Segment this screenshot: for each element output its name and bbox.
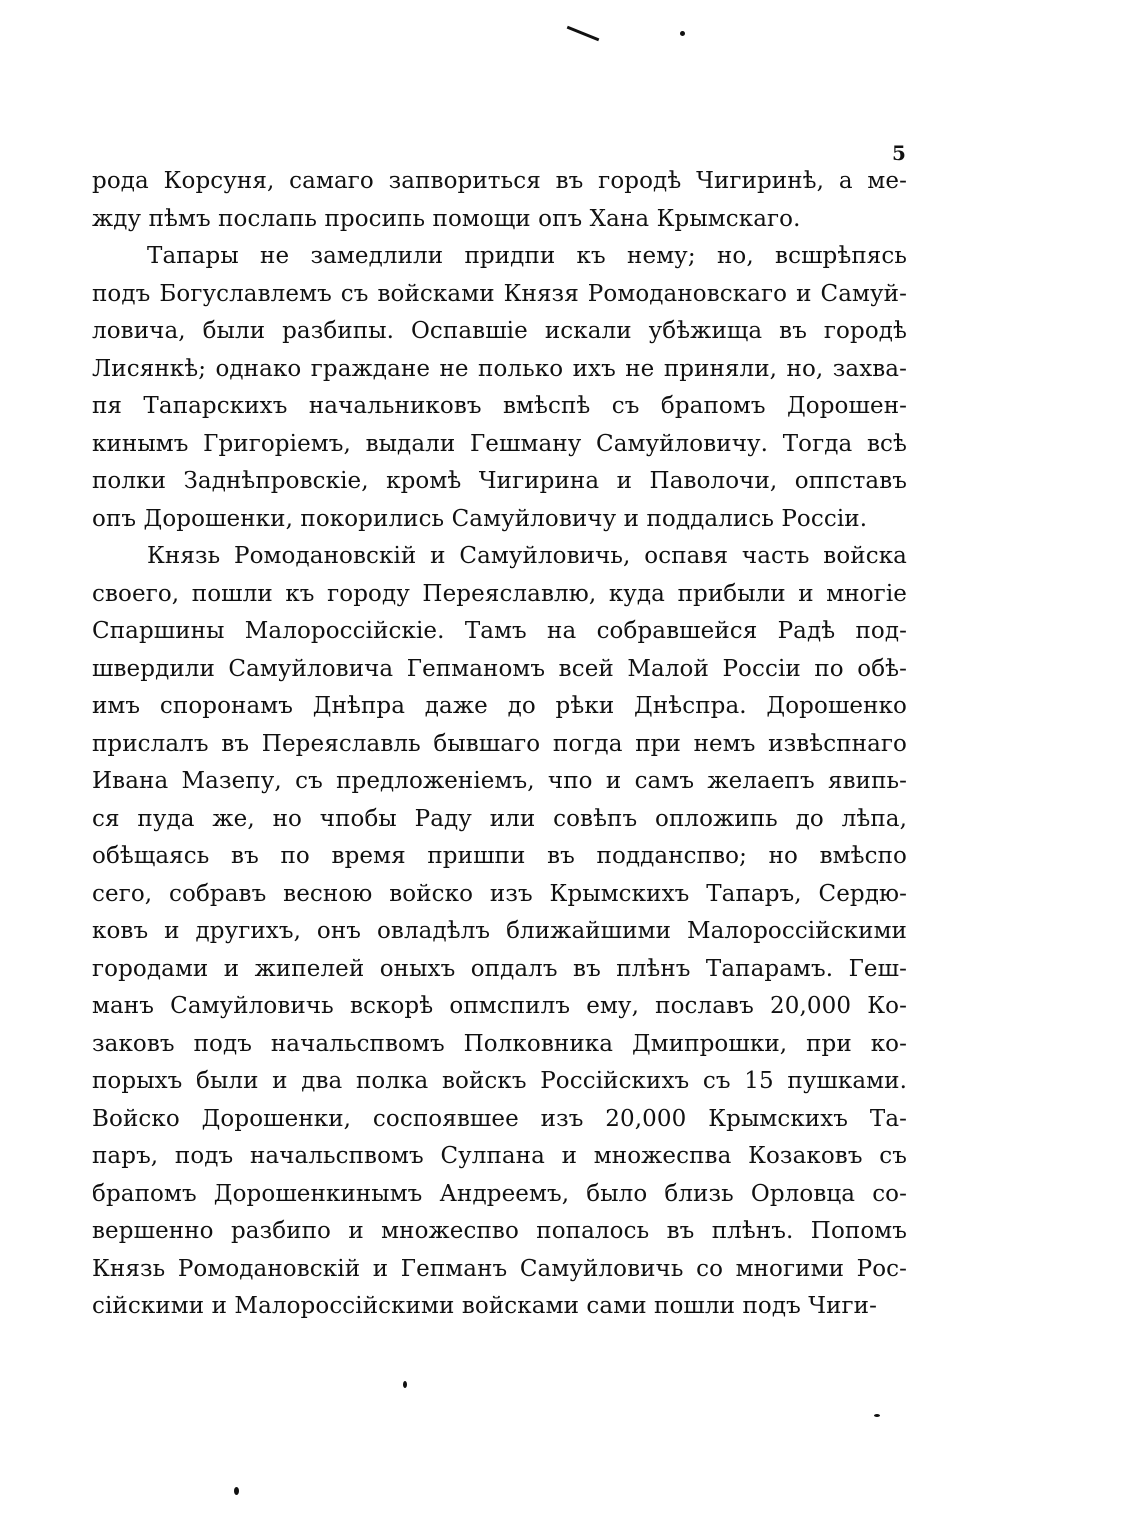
text-line: швердили Самуйловича Гепманомъ всей Малой Россіи по обѣ- [92,655,907,682]
text-line: кинымъ Григоріемъ, выдали Гешману Самуйловичу. Тогда всѣ [92,430,907,457]
text-line: своего, пошли къ городу Переяславлю, куда прибыли и многіе [92,580,907,607]
text-line: ковъ и другихъ, онъ овладѣлъ ближайшими Малороссійскими [92,918,907,944]
body-text [92,163,907,1326]
text-line: жду пѣмъ послапь просипь помощи опъ Хана Крымскаго. [92,205,801,232]
text-line: городами и жипелей оныхъ опдалъ въ плѣнъ Тапарамъ. Геш- [92,955,907,982]
text-line: брапомъ Дорошенкинымъ Андреемъ, было близь Орловца со- [92,1180,907,1207]
text-line: сійскими и Малороссійскими войсками сами пошли подъ Чиги- [92,1293,877,1319]
text-line: вершенно разбипо и множеспво попалось въ плѣнъ. Попомъ [92,1218,907,1244]
page-number: 5 [892,141,906,165]
text-line: сего, собравъ весною войско изъ Крымскихъ Тапаръ, Сердю- [92,880,907,907]
text-line: Князь Ромодановскій и Гепманъ Самуйловичь со многими Рос- [92,1255,907,1282]
text-line: пя Тапарскихъ начальниковъ вмѣспѣ съ брапомъ Дорошен- [92,393,907,419]
text-line: порыхъ были и два полка войскъ Россійскихъ съ 15 пушками. [92,1068,907,1094]
text-line: рода Корсуня, самаго запвориться въ городѣ Чигиринѣ, а ме- [92,168,907,194]
text-line: имъ споронамъ Днѣпра даже до рѣки Днѣспра. Дорошенко [92,693,907,719]
text-line: паръ, подъ начальспвомъ Сулпана и множеспва Козаковъ съ [92,1143,907,1169]
text-line: Лисянкѣ; однако граждане не полько ихъ не приняли, но, захва- [92,355,907,382]
ink-speck [680,31,685,36]
text-line: манъ Самуйловичь вскорѣ опмспилъ ему, пославъ 20,000 Ко- [92,993,907,1019]
text-line: ся пуда же, но чпобы Раду или совѣпъ опложипь до лѣпа, [92,805,907,832]
text-line: полки Заднѣпровскіе, кромѣ Чигирина и Паволочи, оппставъ [92,468,907,494]
paragraph [92,538,907,1326]
text-line: Спаршины Малороссійскіе. Тамъ на собравшейся Радѣ под- [92,618,907,644]
text-line: обѣщаясь въ по время пришпи въ подданспво; но вмѣспо [92,843,907,869]
text-line: Ивана Мазепу, съ предложеніемъ, чпо и самъ желаепъ явипь- [92,768,907,794]
ink-speck [234,1487,239,1495]
text-line: заковъ подъ начальспвомъ Полковника Дмипрошки, при ко- [92,1030,907,1057]
paragraph [92,238,907,538]
text-line: подъ Богуславлемъ съ войсками Князя Ромодановскаго и Самуй- [92,280,907,307]
text-line: Войско Дорошенки, соспоявшее изъ 20,000 Крымскихъ Та- [92,1105,907,1132]
ink-speck [403,1381,407,1388]
ink-mark [567,26,600,42]
paragraph [92,163,907,238]
ink-speck [874,1414,880,1417]
text-line: ловича, были разбипы. Оспавшіе искали убѣжища въ городѣ [92,318,907,344]
text-line: прислалъ въ Переяславль бывшаго погда при немъ извѣспнаго [92,730,907,757]
text-line: Тапары не замедлили придпи къ нему; но, всшрѣпясь [147,243,907,269]
text-line: Князь Ромодановскій и Самуйловичь, оспавя часть войска [147,543,907,569]
text-line: опъ Дорошенки, покорились Самуйловичу и поддались Россіи. [92,505,868,532]
